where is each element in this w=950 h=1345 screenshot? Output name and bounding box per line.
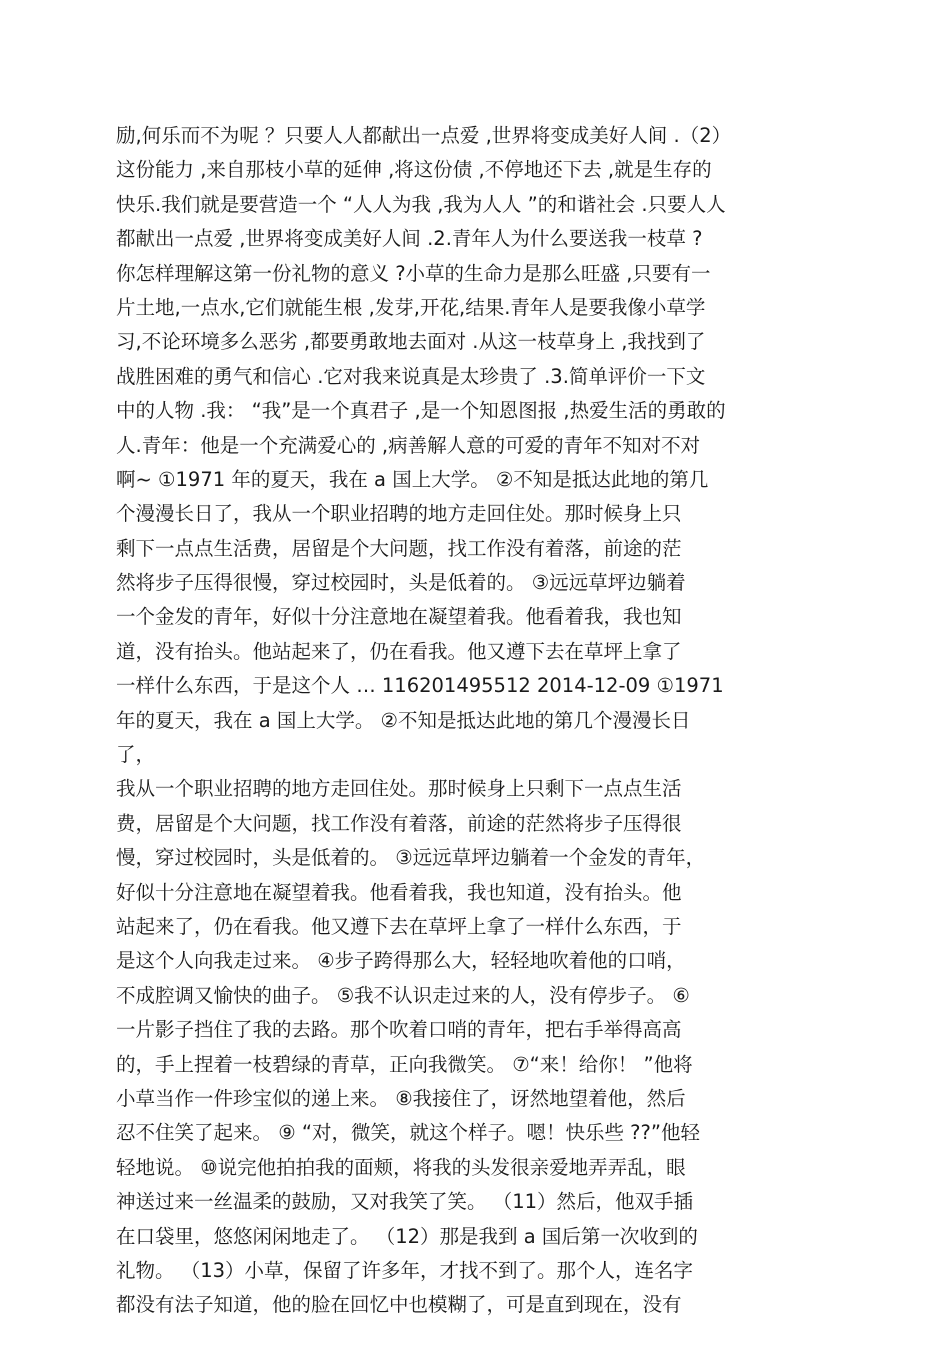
text-line: 礼物。 （13）小草，保留了许多年，才找不到了。那个人，连名字 (116, 1258, 694, 1282)
text-line: 道，没有抬头。他站起来了，仍在看我。他又遵下去在草坪上拿了 (116, 639, 682, 663)
text-line: 年的夏天，我在 a 国上大学。 ②不知是抵达此地的第几个漫漫长日 (116, 708, 691, 732)
text-line: 这份能力 ,来自那枝小草的延伸 ,将这份债 ,不停地还下去 ,就是生存的 (116, 158, 712, 182)
text-line: 剩下一点点生活费，居留是个大问题，找工作没有着落，前途的茫 (116, 536, 682, 560)
text-line: 一样什么东西，于是这个人 … 116201495512 2014-12-09 ①1971 (116, 674, 724, 698)
text-line: 啊~ ①1971 年的夏天，我在 a 国上大学。 ②不知是抵达此地的第几 (116, 467, 709, 491)
text-line: 小草当作一件珍宝似的递上来。 ⑧我接住了，讶然地望着他，然后 (116, 1086, 686, 1110)
text-line: 轻地说。 ⑩说完他拍拍我的面颊，将我的头发很亲爱地弄弄乱，眼 (116, 1155, 686, 1179)
text-line: 都没有法子知道，他的脸在回忆中也模糊了，可是直到现在，没有 (116, 1293, 682, 1317)
text-line: 的，手上捏着一枝碧绿的青草，正向我微笑。 ⑦“来！给你！ ”他将 (116, 1052, 693, 1076)
text-line: 站起来了，仍在看我。他又遵下去在草坪上拿了一样什么东西，于 (116, 914, 682, 938)
text-line: 忍不住笑了起来。 ⑨ “对，微笑，就这个样子。嗯！快乐些 ??”他轻 (116, 1121, 700, 1145)
text-line: 费，居留是个大问题，找工作没有着落，前途的茫然将步子压得很 (116, 811, 682, 835)
text-line: 都献出一点爱 ,世界将变成美好人间 .2.青年人为什么要送我一枝草 ? (116, 227, 703, 251)
text-line: 是这个人向我走过来。 ④步子跨得那么大，轻轻地吹着他的口哨， (116, 949, 686, 973)
text-line: 了， (116, 743, 156, 767)
text-line: 一个金发的青年，好似十分注意地在凝望着我。他看着我，我也知 (116, 605, 682, 629)
text-line: 我从一个职业招聘的地方走回住处。那时候身上只剩下一点点生活 (116, 777, 682, 801)
text-line: 快乐.我们就是要营造一个 “人人为我 ,我为人人 ”的和谐社会 .只要人人 (116, 192, 726, 216)
text-line: 神送过来一丝温柔的鼓励，又对我笑了笑。 （11）然后，他双手插 (116, 1190, 694, 1214)
text-line: 习,不论环境多么恶劣 ,都要勇敢地去面对 .从这一枝草身上 ,我找到了 (116, 330, 706, 354)
text-line: 中的人物 .我： “我”是一个真君子 ,是一个知恩图报 ,热爱生活的勇敢的 (116, 399, 726, 423)
text-line: 片土地,一点水,它们就能生根 ,发芽,开花,结果.青年人是要我像小草学 (116, 295, 706, 319)
text-line: 人.青年：他是一个充满爱心的 ,病善解人意的可爱的青年不知对不对 (116, 433, 701, 457)
text-line: 战胜困难的勇气和信心 .它对我来说真是太珍贵了 .3.简单评价一下文 (116, 364, 706, 388)
text-line: 然将步子压得很慢，穿过校园时，头是低着的。 ③远远草坪边躺着 (116, 571, 686, 595)
text-line: 好似十分注意地在凝望着我。他看着我，我也知道，没有抬头。他 (116, 880, 682, 904)
text-line: 你怎样理解这第一份礼物的意义 ?小草的生命力是那么旺盛 ,只要有一 (116, 261, 711, 285)
text-line: 个漫漫长日了，我从一个职业招聘的地方走回住处。那时候身上只 (116, 502, 682, 526)
text-line: 慢，穿过校园时，头是低着的。 ③远远草坪边躺着一个金发的青年， (116, 846, 706, 870)
text-line: 励,何乐而不为呢 ？只要人人都献出一点爱 ,世界将变成美好人间 .（2） (116, 124, 732, 147)
text-line: 一片影子挡住了我的去路。那个吹着口哨的青年，把右手举得高高 (116, 1018, 682, 1042)
text-line: 在口袋里，悠悠闲闲地走了。 （12）那是我到 a 国后第一次收到的 (116, 1224, 698, 1248)
text-line: 不成腔调又愉快的曲子。 ⑤我不认识走过来的人，没有停步子。 ⑥ (116, 983, 690, 1007)
body-text (116, 119, 876, 1323)
